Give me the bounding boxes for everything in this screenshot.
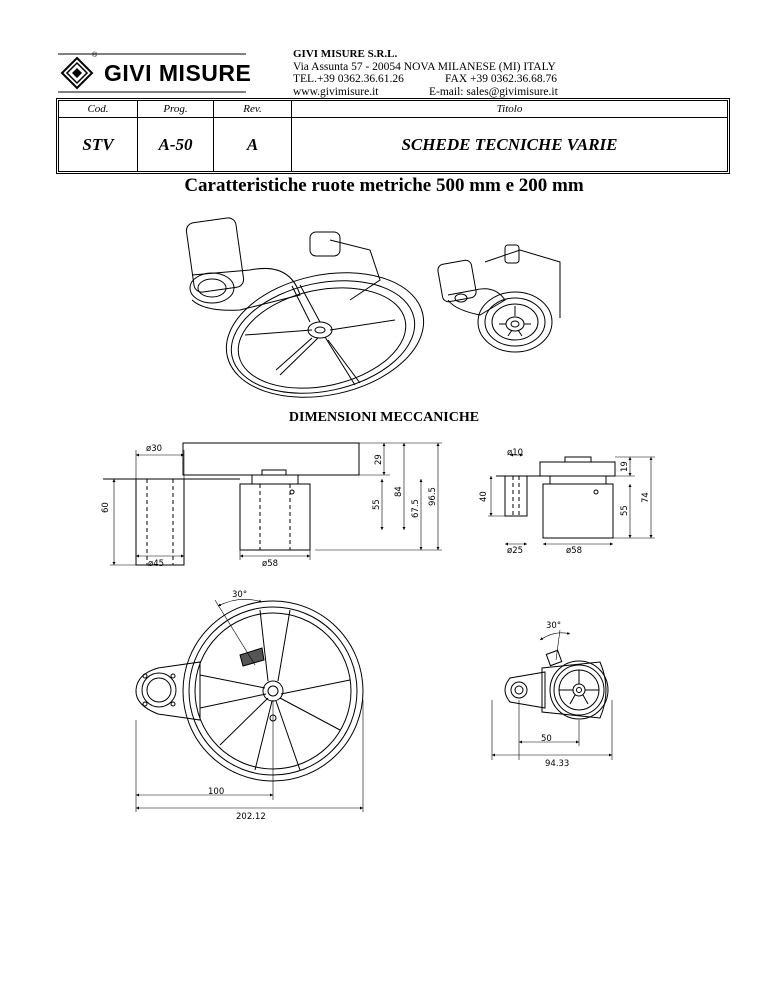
section-title: DIMENSIONI MECCANICHE xyxy=(288,410,480,425)
dim-large-angle: 30° xyxy=(232,590,248,600)
dim-large-h965: 96.5 xyxy=(428,487,438,506)
dim-large-h60: 60 xyxy=(101,502,111,513)
label-cod: Cod. xyxy=(59,101,138,118)
iso-large-wheel-drawing xyxy=(185,217,435,415)
dim-small-h55: 55 xyxy=(620,505,630,516)
dim-small-h40: 40 xyxy=(479,491,489,502)
dim-large-w100: 100 xyxy=(208,787,225,797)
company-name: GIVI MISURE S.R.L. xyxy=(293,48,398,60)
front-view-small xyxy=(496,457,615,538)
dim-large-w20212: 202.12 xyxy=(236,812,266,822)
dim-small-d58: ø58 xyxy=(566,546,583,556)
front-view-large-dimensions xyxy=(110,443,442,565)
label-titolo: Titolo xyxy=(292,101,728,118)
company-address: Via Assunta 57 - 20054 NOVA MILANESE (MI) ITALY xyxy=(293,60,556,73)
dim-large-d58: ø58 xyxy=(262,559,279,569)
company-web: www.givimisure.it xyxy=(293,85,379,98)
value-rev: A xyxy=(214,118,292,172)
company-fax: FAX +39 0362.36.68.76 xyxy=(445,73,558,85)
dim-large-h84: 84 xyxy=(394,486,404,497)
dim-small-h74: 74 xyxy=(641,492,651,503)
side-view-large-dimensions xyxy=(136,599,363,812)
side-view-small-dimensions xyxy=(492,630,612,760)
logo-text: GIVI MISURE xyxy=(104,60,252,86)
side-view-small xyxy=(505,650,608,719)
value-cod: STV xyxy=(59,118,138,172)
iso-small-wheel-drawing xyxy=(437,245,560,352)
front-view-large xyxy=(103,443,359,565)
label-rev: Rev. xyxy=(214,101,292,118)
dim-small-w50: 50 xyxy=(541,734,552,744)
dim-small-w9433: 94.33 xyxy=(545,759,570,769)
page-title: Caratteristiche ruote metriche 500 mm e 200 mm xyxy=(184,175,584,196)
company-email: E-mail: sales@givimisure.it xyxy=(429,85,558,98)
value-prog: A-50 xyxy=(138,118,214,172)
value-titolo: SCHEDE TECNICHE VARIE xyxy=(292,118,728,172)
dim-small-h19: 19 xyxy=(620,461,630,472)
dim-large-h55: 55 xyxy=(372,499,382,510)
dim-large-h675: 67.5 xyxy=(411,499,421,518)
label-prog: Prog. xyxy=(138,101,214,118)
company-tel: TEL.+39 0362.36.61.26 xyxy=(293,73,404,85)
side-view-large xyxy=(136,601,363,781)
registered-mark: ® xyxy=(92,52,98,59)
dim-small-d10: ø10 xyxy=(507,448,524,458)
dim-large-d45: ø45 xyxy=(148,559,165,569)
dim-small-angle: 30° xyxy=(546,621,562,631)
dim-large-h29: 29 xyxy=(374,454,384,465)
dim-large-d30: ø30 xyxy=(146,444,163,454)
dim-small-d25: ø25 xyxy=(507,546,524,556)
